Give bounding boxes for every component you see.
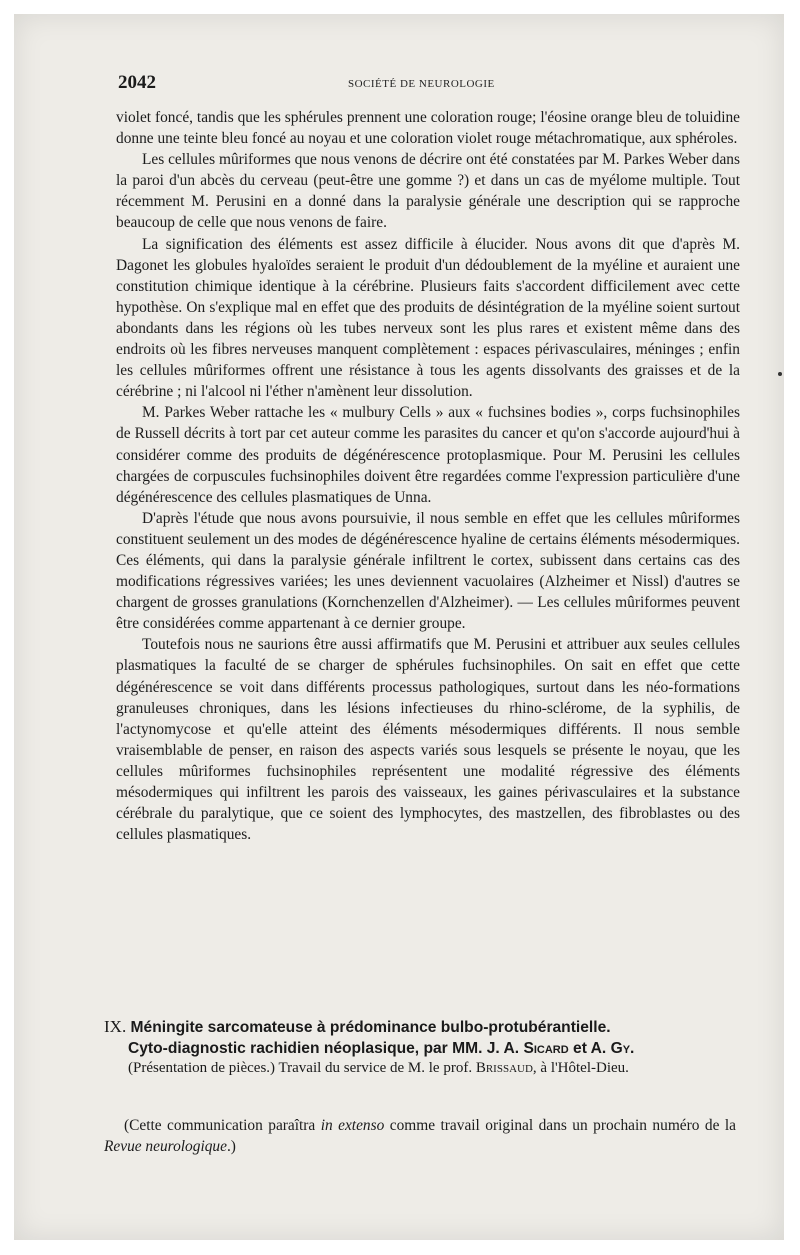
professor-name: Brissaud — [475, 1060, 533, 1076]
paragraph: Les cellules mûriformes que nous venons de décrire ont été constatées par M. Parkes Weber dans la paroi d'un abcès du cerveau (peut-être une gomme ?) et dans un cas de myélome multiple. Tout récemment M. Perusini en a donné dans la paralysie générale une description qui se rapproche beaucoup de celle que nous venons de faire. — [116, 151, 740, 232]
note-italic-journal: Revue neurologique — [104, 1138, 227, 1155]
paragraph: violet foncé, tandis que les sphérules prennent une coloration rouge; l'éosine orange bleu de toluidine donne une teinte bleu foncé au noyau et une coloration violet rouge métachromatique, aux sphéroles. — [116, 109, 740, 148]
paragraph: D'après l'étude que nous avons poursuivie, il nous semble en effet que les cellules mûriformes constituent seulement un des modes de dégénérescence hyaline de certains éléments mésodermiques. Ces éléments, qui dans la paralysie générale infiltrent le cortex, subissent dans certains cas des modifications régressives variées; les unes deviennent vacuolaires (Alzheimer et Nissl) d'autres se chargent de grosses granulations (Kornchenzellen d'Alzheimer). — Les cellules mûriformes peuvent être considérées comme appartenant à ce dernier groupe. — [116, 509, 740, 633]
paragraph: Toutefois nous ne saurions être aussi affirmatifs que M. Perusini et attribuer aux seules cellules plasmatiques la faculté de se charger de sphérules fuchsinophiles. On sait en effet que cette dégénérescence se voit dans différents processus pathologiques, surtout dans les néo-formations granuleuses chroniques, dans les lésions infectieuses du rhino-sclérome, de la syphilis, de l'actynomycose et qu'elle atteint des éléments mésodermiques différents. Il nous semble vraisemblable de penser, en raison des aspects variés sous lesquels se présente le noyau, que les cellules mûriformes fuchsinophiles représentent une modalité régressive des éléments mésodermiques qui infiltrent les parois des vaisseaux, les gaines périvasculaires et la substance cérébrale du paralytique, que ce soient des lymphocytes, des mastzellen, des fibroblastes ou des cellules plasmatiques. — [116, 636, 740, 844]
presentation-line — [104, 1059, 740, 1078]
margin-dot — [778, 372, 782, 376]
byline-et: et A. — [573, 1040, 607, 1057]
note-text-2: comme travail original dans un prochain numéro de la — [389, 1117, 736, 1134]
closing-note — [104, 1115, 736, 1157]
running-title: SOCIÉTÉ DE NEUROLOGIE — [348, 78, 495, 90]
paragraph: M. Parkes Weber rattache les « mulbury Cells » aux « fuchsines bodies », corps fuchsinophiles de Russell décrits à tort par cet auteur comme les parasites du cancer et qu'on s'accorde aujourd'hui à considérer comme des produits de dégénérescence protoplasmique. Pour M. Perusini les cellules chargées de corpuscules fuchsinophiles doivent être regardées comme l'expression particulière d'une dégénérescence des cellules plasmatiques de Unna. — [116, 404, 740, 506]
paragraph: La signification des éléments est assez difficile à élucider. Nous avons dit que d'après M. Dagonet les globules hyaloïdes seraient le produit d'un dédoublement de la myéline et auraient une constitution chimique identique à la cérébrine. Plusieurs faits s'accordent difficilement avec cette hypothèse. On s'explique mal en effet que des produits de désintégration de la myéline soient surtout abondants dans les régions où les tubes nerveux sont les plus rares et existent même dans des endroits où les fibres nerveuses manquent complètement : espaces périvasculaires, méninges ; enfin les cellules mûriformes offrent une résistance à tous les agents dissolvants des graisses et de la cérébrine ; ni l'alcool ni l'éther n'amènent leur dissolution. — [116, 235, 740, 401]
article-body — [116, 107, 740, 845]
author-sicard: Sicard — [523, 1040, 569, 1057]
page-number: 2042 — [118, 72, 156, 93]
section-title — [104, 1016, 740, 1059]
section-title-line1: Méningite sarcomateuse à prédominance bulbo-protubérantielle. — [130, 1019, 611, 1036]
byline-prefix: par MM. J. A. — [423, 1040, 520, 1057]
section-title-line2: Cyto-diagnostic rachidien néoplasique, — [128, 1040, 420, 1057]
author-gy: Gy. — [610, 1040, 635, 1057]
place-text: , à l'Hôtel-Dieu. — [532, 1060, 629, 1076]
note-text-1: (Cette communication paraîtra — [124, 1117, 316, 1134]
presentation-text: (Présentation de pièces.) Travail du service de M. le prof. — [128, 1060, 473, 1076]
note-paragraph — [104, 1115, 736, 1157]
section-number: IX. — [104, 1017, 127, 1036]
note-text-3: .) — [226, 1138, 236, 1155]
page-header — [108, 70, 740, 98]
section-heading-block — [104, 1016, 740, 1078]
note-italic-in-extenso: in extenso — [320, 1117, 385, 1134]
